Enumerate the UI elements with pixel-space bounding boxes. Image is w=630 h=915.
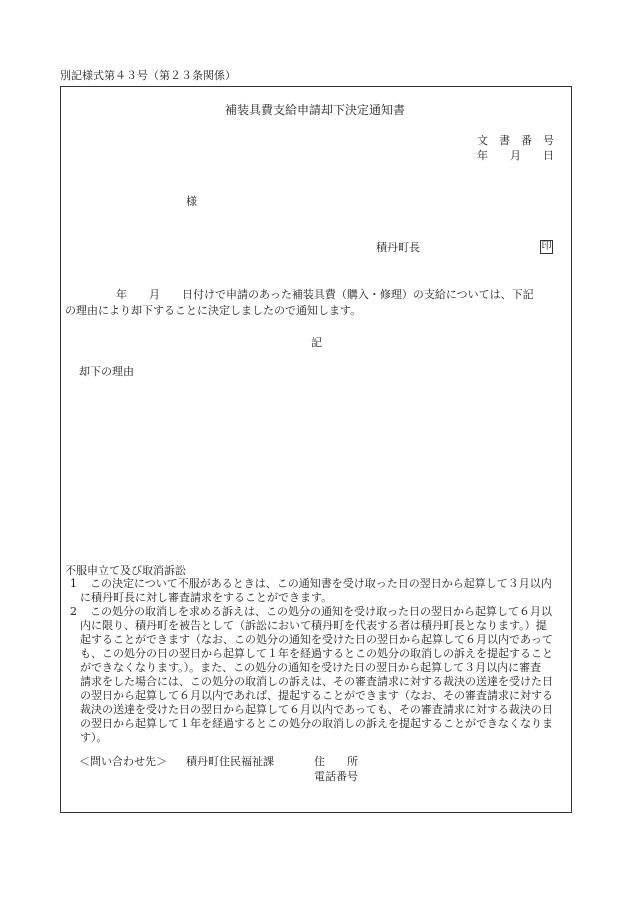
sender-name: 積丹町長 [376, 241, 420, 254]
item-2-line: す）。 [80, 731, 108, 744]
body-line-1: 年 月 日付けで申請のあった補装具費（購入・修理）の支給については、下記 [116, 288, 534, 301]
address-label: 住 所 [314, 755, 358, 768]
item-1-line: に積丹町長に対し審査請求をすることができます。 [80, 591, 333, 604]
appeal-heading: 不服申立て及び取消訴訟 [65, 564, 186, 577]
phone-label: 電話番号 [314, 770, 358, 783]
item-2-line: 請求をした場合には、この処分の取消しの訴えは、その審査請求に対する裁決の送達を受けた日 [80, 675, 553, 688]
item-2-line: ができなくなります。）。また、この処分の通知を受けた日の翌日から起算して３月以内に審査 [80, 661, 542, 674]
item-2-text [80, 605, 553, 745]
form-label: 別記様式第４３号（第２３条関係） [60, 69, 236, 82]
reason-label: 却下の理由 [79, 365, 134, 378]
addressee-suffix: 様 [186, 195, 197, 208]
item-2-line: 起することができます（なお、この処分の通知を受けた日の翌日から起算して６月以内であって [80, 633, 553, 646]
document-number-label: 文 書 番 号 [477, 134, 554, 147]
contact-label: ＜問い合わせ先＞ [79, 755, 167, 768]
item-2-line: の翌日から起算して６月以内であれば、提起することができます（なお、その審査請求に対する [80, 689, 553, 702]
item-2-line: この処分の取消しを求める訴えは、この処分の通知を受け取った日の翌日から起算して６月以 [90, 605, 552, 618]
item-1-line: この決定について不服があるときは、この通知書を受け取った日の翌日から起算して３月以内 [90, 577, 552, 590]
ki-heading: 記 [311, 336, 322, 349]
item-2-line: 裁決の送達を受けた日の翌日から起算して６月以内であっても、その審査請求に対する裁決の日 [80, 703, 553, 716]
date-label: 年 月 日 [477, 149, 554, 162]
body-line-2: の理由により却下することに決定しましたので通知します。 [65, 304, 362, 317]
contact-department: 積丹町住民福祉課 [186, 755, 274, 768]
item-1-text [80, 577, 552, 605]
item-2-line: も、この処分の日の翌日から起算して１年を経過するとこの処分の取消しの訴えを提起すること [80, 647, 553, 660]
item-2-line: 内に限り、積丹町を被告として（訴訟において積丹町を代表する者は積丹町長となります。）提 [80, 619, 547, 632]
document-title: 補装具費支給申請却下決定通知書 [224, 103, 405, 117]
item-2-line: の翌日から起算して１年を経過するとこの処分の取消しの訴えを提起することができなくなりま [80, 717, 553, 730]
item-1-number: 1 [70, 577, 77, 590]
seal-mark: 印 [541, 241, 552, 252]
item-2-number: 2 [70, 605, 77, 618]
